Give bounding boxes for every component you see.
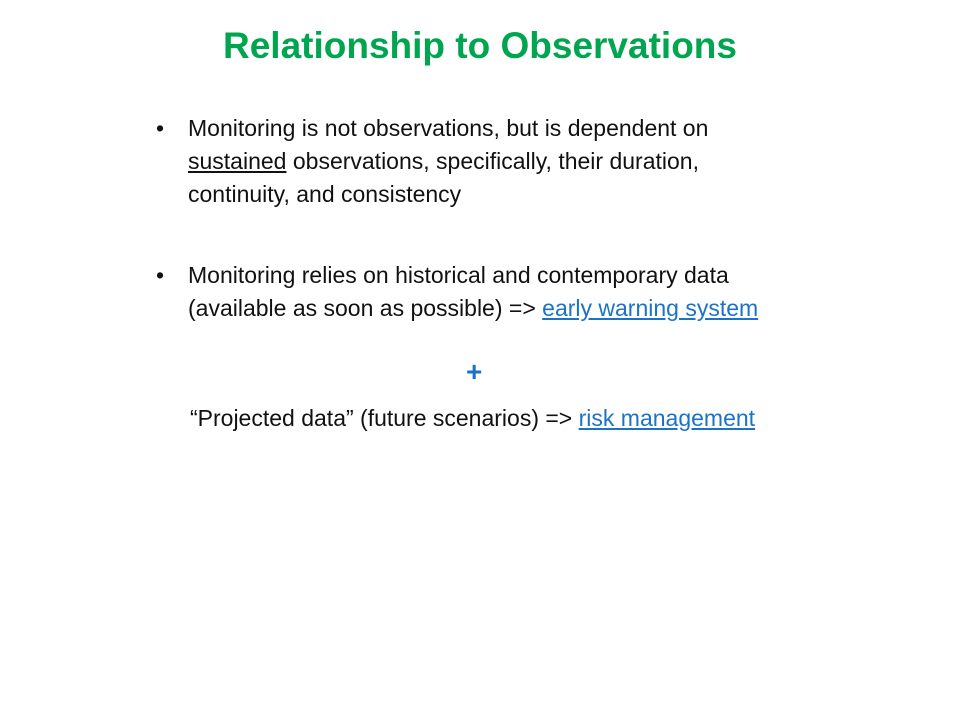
bullet-list [156, 112, 796, 325]
underlined-term-sustained: sustained [188, 148, 287, 174]
bullet-item-monitoring-data [156, 259, 796, 325]
projected-data-text: “Projected data” (future scenarios) => [190, 405, 579, 431]
slide-title: Relationship to Observations [223, 25, 737, 66]
bullet-marker: • [156, 262, 165, 288]
bullet-text: Monitoring is not observations, but is dependent on [188, 115, 709, 141]
early-warning-system-link[interactable]: early warning system [542, 295, 759, 321]
risk-management-link[interactable]: risk management [578, 405, 756, 431]
bullet-text: Monitoring relies on historical and contemporary data (available as soon as possible) => [188, 262, 729, 321]
plus-sign: + [466, 356, 483, 387]
bullet-item-monitoring-observations [156, 112, 796, 211]
bullet-marker: • [156, 115, 165, 141]
projected-data-line [190, 402, 790, 435]
bullet-text-continued: observations, specifically, their duration, continuity, and consistency [188, 148, 699, 207]
